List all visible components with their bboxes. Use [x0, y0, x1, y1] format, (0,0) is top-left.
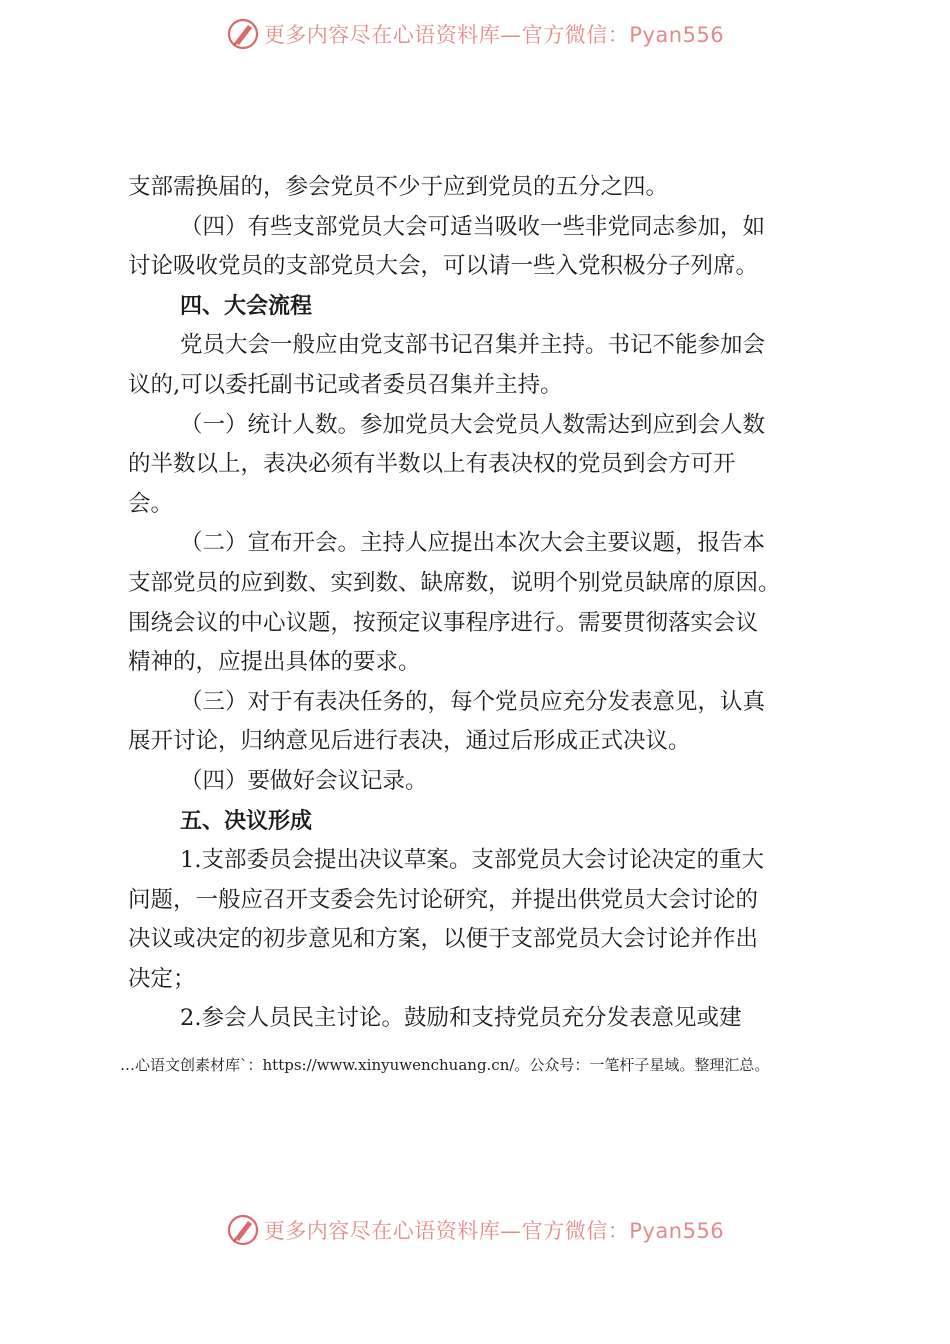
paragraph-line: 围绕会议的中心议题，按预定议事程序进行。需要贯彻落实会议 [128, 609, 759, 636]
section-heading: 五、决议形成 [180, 808, 313, 834]
paragraph-line: （一）统计人数。参加党员大会党员人数需达到应到会人数 [180, 411, 766, 438]
paragraph-line: 讨论吸收党员的支部党员大会，可以请一些入党积极分子列席。 [128, 253, 759, 280]
paragraph-line: 问题，一般应召开支委会先讨论研究，并提出供党员大会讨论的 [128, 886, 759, 913]
paragraph-line: 支部党员的应到数、实到数、缺席数，说明个别党员缺席的原因。 [128, 569, 781, 596]
pen-logo-icon [226, 17, 260, 51]
paragraph-line: 支部需换届的，参会党员不少于应到党员的五分之四。 [128, 174, 669, 200]
banner-text: 更多内容尽在心语资料库—官方微信：Pyan556 [263, 1219, 725, 1243]
footer-note: …心语文创素材库`：https://www.xinyuwenchuang.cn/。公众号：一笔杆子星域。整理汇总。 [120, 1056, 770, 1074]
paragraph-line: 1.支部委员会提出决议草案。支部党员大会讨论决定的重大 [180, 847, 764, 874]
paragraph-line: 的半数以上，表决必须有半数以上有表决权的党员到会方可开 [128, 451, 736, 478]
section-heading: 四、大会流程 [180, 293, 313, 319]
paragraph-line: 会。 [128, 490, 174, 517]
pen-logo-icon [226, 1213, 260, 1247]
paragraph-line: 决定； [128, 965, 196, 992]
paragraph-line: 2.参会人员民主讨论。鼓励和支持党员充分发表意见或建 [180, 1005, 742, 1032]
paragraph-line: 决议或决定的初步意见和方案，以便于支部党员大会讨论并作出 [128, 926, 759, 953]
paragraph-line: 展开讨论，归纳意见后进行表决，通过后形成正式决议。 [128, 728, 691, 755]
paragraph-line: 党员大会一般应由党支部书记召集并主持。书记不能参加会 [180, 332, 766, 359]
header-banner [0, 14, 950, 54]
paragraph-line: （二）宣布开会。主持人应提出本次大会主要议题，报告本 [180, 530, 766, 557]
document-body [128, 168, 836, 1039]
paragraph-line: （四）有些支部党员大会可适当吸收一些非党同志参加，如 [180, 213, 766, 240]
paragraph-line: （三）对于有表决任务的，每个党员应充分发表意见，认真 [180, 688, 766, 715]
banner-text: 更多内容尽在心语资料库—官方微信：Pyan556 [263, 23, 725, 47]
paragraph-line: 议的,可以委托副书记或者委员召集并主持。 [128, 371, 563, 398]
footer-banner [0, 1210, 950, 1250]
paragraph-line: 精神的，应提出具体的要求。 [128, 649, 421, 676]
paragraph-line: （四）要做好会议记录。 [180, 767, 428, 794]
